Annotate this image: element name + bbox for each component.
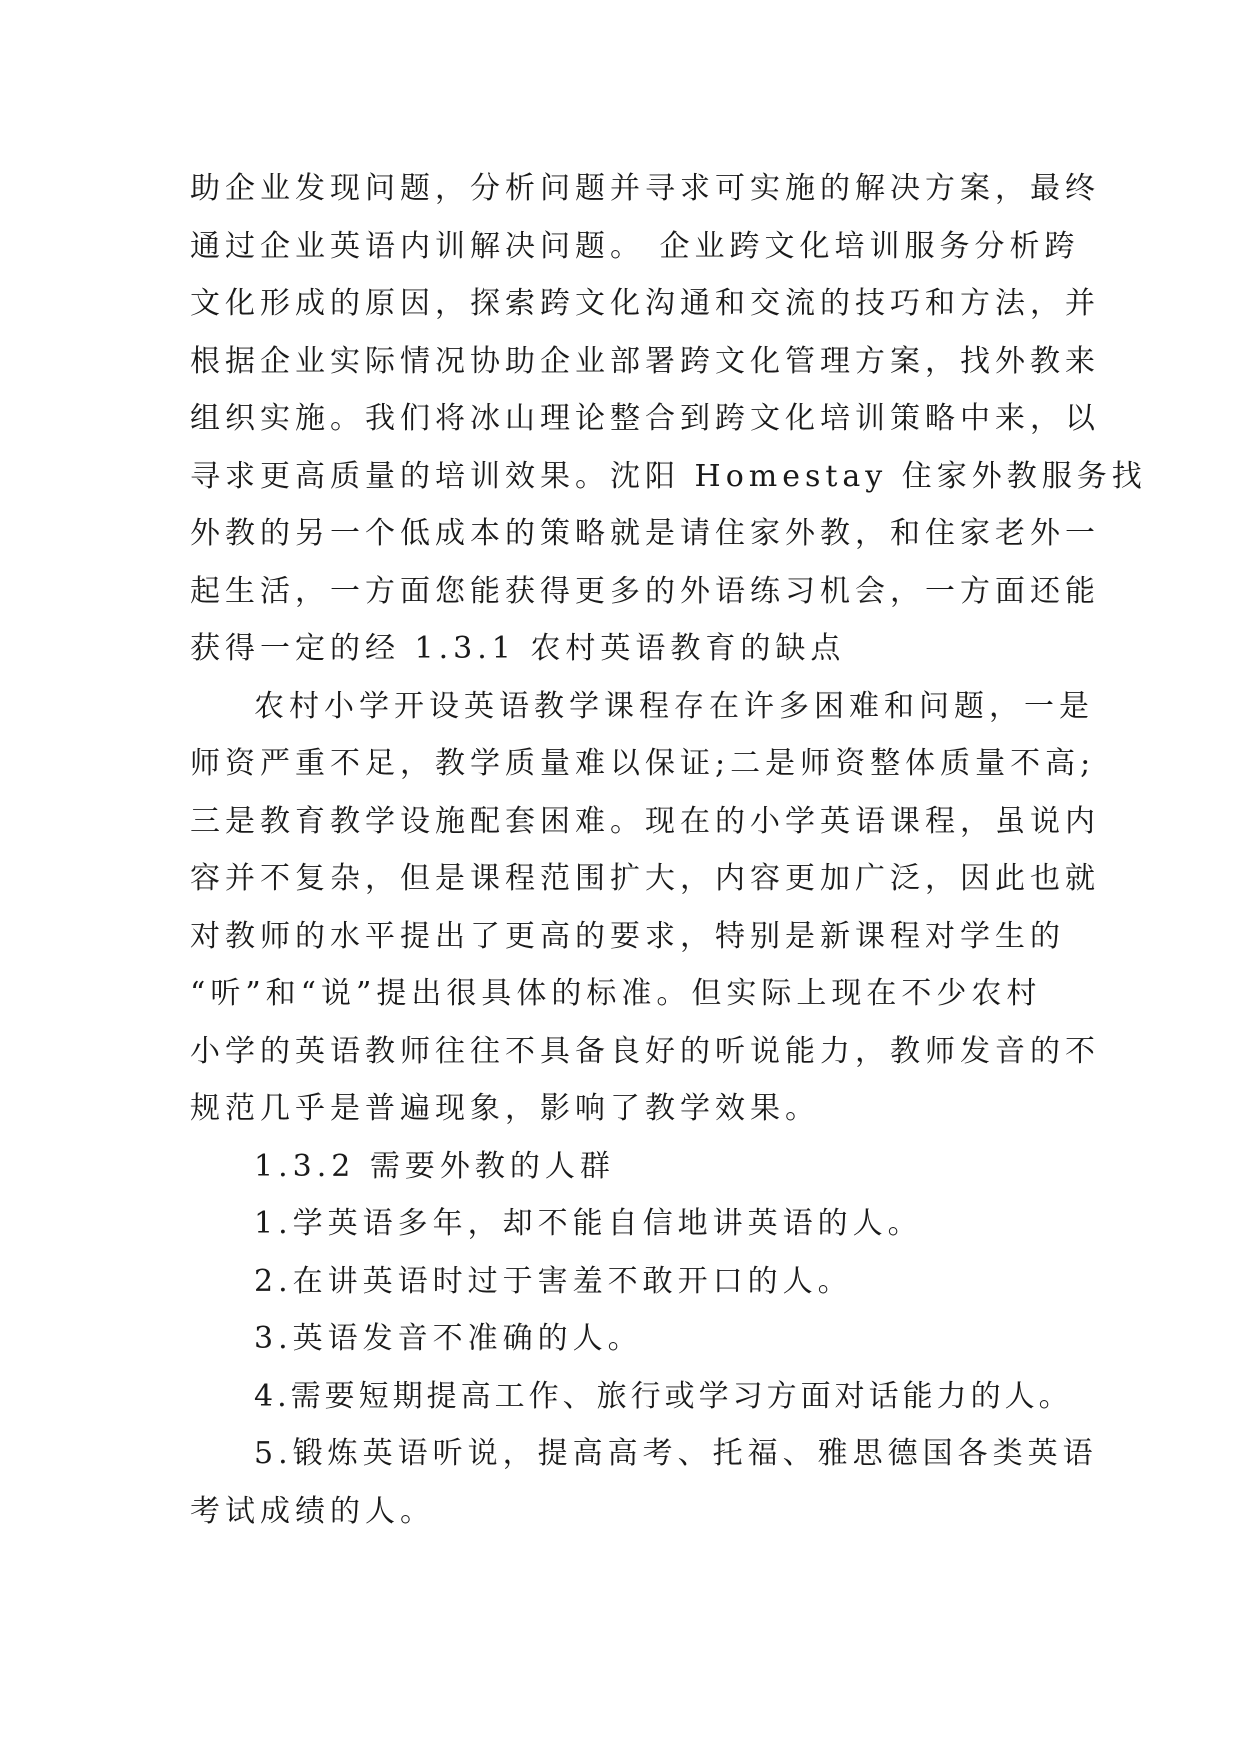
list-item: 1.学英语多年，却不能自信地讲英语的人。	[254, 1206, 923, 1241]
document-body	[190, 160, 1147, 1540]
section-heading: 1.3.2 需要外教的人群	[254, 1148, 615, 1184]
text-line: 对教师的水平提出了更高的要求，特别是新课程对学生的	[190, 918, 1065, 954]
text-line: 文化形成的原因，探索跨文化沟通和交流的技巧和方法，并	[190, 286, 1100, 321]
text-line: 三是教育教学设施配套困难。现在的小学英语课程，虽说内	[190, 803, 1100, 839]
text-line: 容并不复杂，但是课程范围扩大，内容更加广泛，因此也就	[190, 861, 1100, 896]
text-line: “听”和“说”提出很具体的标准。但实际上现在不少农村	[190, 976, 1042, 1011]
text-line: 组织实施。我们将冰山理论整合到跨文化培训策略中来，以	[190, 401, 1100, 436]
list-item: 4.需要短期提高工作、旅行或学习方面对话能力的人。	[254, 1378, 1073, 1414]
text-line: 师资严重不足，教学质量难以保证;二是师资整体质量不高;	[190, 746, 1096, 781]
list-item-continuation: 考试成绩的人。	[190, 1493, 435, 1529]
list-item: 5.锻炼英语听说，提高高考、托福、雅思德国各类英语	[254, 1436, 1098, 1471]
text-line: 寻求更高质量的培训效果。沈阳 Homestay 住家外教服务找	[190, 458, 1147, 494]
list-item: 3.英语发音不准确的人。	[254, 1321, 643, 1356]
text-line: 规范几乎是普遍现象，影响了教学效果。	[190, 1091, 820, 1126]
text-line: 助企业发现问题，分析问题并寻求可实施的解决方案，最终	[190, 171, 1100, 206]
text-line: 外教的另一个低成本的策略就是请住家外教，和住家老外一	[190, 516, 1100, 551]
text-line: 小学的英语教师往往不具备良好的听说能力，教师发音的不	[190, 1033, 1100, 1069]
paragraph-start-line: 农村小学开设英语教学课程存在许多困难和问题，一是	[254, 688, 1094, 724]
text-line: 根据企业实际情况协助企业部署跨文化管理方案，找外教来	[190, 343, 1100, 379]
text-line: 通过企业英语内训解决问题。 企业跨文化培训服务分析跨	[190, 228, 1080, 264]
list-item: 2.在讲英语时过于害羞不敢开口的人。	[254, 1263, 853, 1299]
text-line: 起生活，一方面您能获得更多的外语练习机会，一方面还能	[190, 573, 1100, 609]
text-line: 获得一定的经 1.3.1 农村英语教育的缺点	[190, 631, 846, 666]
